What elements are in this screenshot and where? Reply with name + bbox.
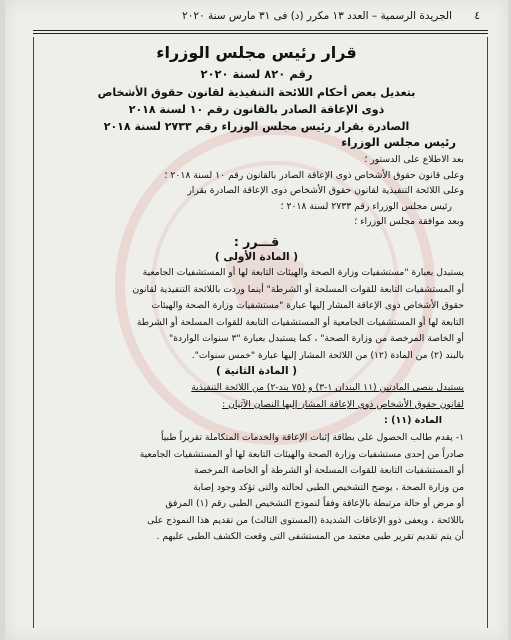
- decree-subtitle-line: ذوى الإعاقة الصادر بالقانون رقم ١٠ لسنة ٢٠١٨: [128, 103, 385, 116]
- article-11-line: ١- يقدم طالب الحصول على بطاقة إثبات الإعاقة والخدمات المتكاملة تقريراً طبياً: [160, 432, 464, 443]
- article-11-line: باللائحة ، ويعفى ذوو الإعاقات الشديدة (المستوى الثالث) من تقديم هذا النموذج على: [147, 514, 464, 526]
- preamble-line: وعلى قانون حقوق الأشخاص ذوى الإعاقة الصادر بالقانون رقم ١٠ لسنة ٢٠١٨ ؛: [164, 169, 464, 181]
- decree-subtitle-line: الصادرة بقرار رئيس مجلس الوزراء رقم ٢٧٣٣ لسنة ٢٠١٨: [103, 120, 410, 133]
- preamble-line: رئيس مجلس الوزراء رقم ٢٧٣٣ لسنة ٢٠١٨ ؛: [280, 200, 452, 212]
- decree-subtitle-line: بتعديل بعض أحكام اللائحة التنفيذية لقانون حقوق الأشخاص: [97, 86, 416, 99]
- preamble-line: بعد الاطلاع على الدستور ؛: [364, 154, 464, 165]
- article-1-heading: ( المادة الأولى ): [214, 251, 299, 263]
- article-11-line: صادراً من إحدى مستشفيات وزارة الصحة والهيئات التابعة لها أو المستشفيات الجامعية: [139, 448, 464, 460]
- page-header: [37, 8, 480, 24]
- pm-heading: رئيس مجلس الوزراء: [341, 135, 456, 149]
- article-2-body: [49, 380, 464, 413]
- article-1-line: أو الخاصة المرخصة من وزارة الصحة" ، كما يستبدل بعبارة "٣ سنوات الواردة": [168, 333, 464, 344]
- article-11-body: [49, 430, 464, 546]
- article-1-line: حقوق الأشخاص ذوى الإعاقة المشار إليها عبارة "مستشفيات وزارة الصحة والهيئات: [151, 300, 464, 311]
- preamble-line: وبعد موافقة مجلس الوزراء ؛: [354, 216, 464, 227]
- decided-heading: قـــرر :: [233, 234, 280, 249]
- page-number: ٤: [474, 10, 480, 22]
- gazette-header-text: الجريدة الرسمية – العدد ١٣ مكرر (د) فى ٣١ مارس سنة ٢٠٢٠: [182, 10, 452, 22]
- article-11-line: من وزارة الصحة ، يوضح التشخيص الطبى لحالته والتى تؤكد وجود إصابة: [193, 481, 464, 493]
- preamble: [49, 152, 464, 230]
- header-rule: [33, 30, 488, 31]
- header-rule-thin: [33, 33, 488, 34]
- article-11-line: أن يتم تقديم تقرير طبى معتمد من المستشفى التى وقعت الكشف الطبى عليهم .: [156, 531, 464, 542]
- article-2-line: لقانون حقوق الأشخاص ذوى الإعاقة المشار إليها النصان الآتيان :: [222, 398, 464, 410]
- article-1-line: بالبند (٢) من المادة (١٢) من اللائحة المشار إليها عبارة "خمس سنوات".: [191, 349, 464, 361]
- article-2-line: يستبدل بنصى المادتين (١١ البندان ١-٣) و (٧٥ بند-٢) من اللائحة التنفيذية: [191, 382, 464, 393]
- decree-title: قرار رئيس مجلس الوزراء: [156, 43, 357, 62]
- article-1-body: [49, 265, 464, 364]
- article-11-line: أو مرض أو حالة مرتبطة بالإعاقة وفقاً لنموذج التشخيص الطبى رقم (١) المرفق: [165, 498, 464, 509]
- article-11-line: أو المستشفيات التابعة للقوات المسلحة أو الشرطة أو الخاصة المرخصة: [194, 465, 464, 476]
- preamble-line: وعلى اللائحة التنفيذية لقانون حقوق الأشخاص ذوى الإعاقة الصادرة بقرار: [187, 185, 464, 196]
- article-11-label: المادة (١١) :: [384, 415, 442, 426]
- article-1-line: يستبدل بعبارة "مستشفيات وزارة الصحة والهيئات التابعة لها أو المستشفيات الجامعية: [142, 267, 464, 278]
- decree-number: رقم ٨٢٠ لسنة ٢٠٢٠: [200, 67, 313, 81]
- article-1-line: أو المستشفيات التابعة للقوات المسلحة أو الشرطة" أينما وردت باللائحة التنفيذية لقانون: [132, 283, 464, 295]
- article-2-heading: ( المادة الثانية ): [215, 365, 298, 377]
- document-page: [5, 0, 508, 640]
- article-1-line: التابعة لها أو المستشفيات الجامعية أو المستشفيات التابعة للقوات المسلحة أو الشرطة: [136, 316, 464, 328]
